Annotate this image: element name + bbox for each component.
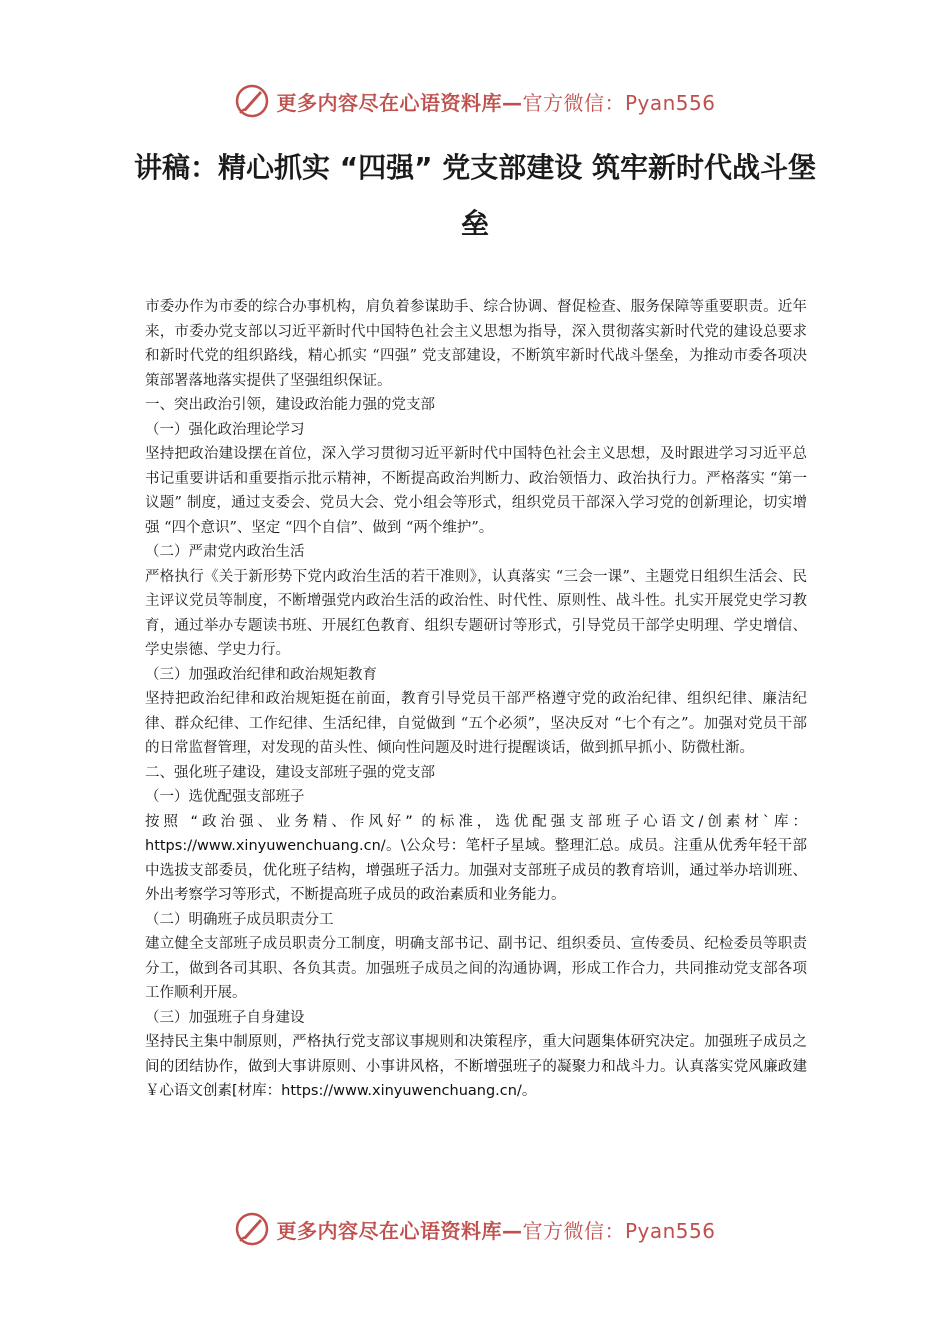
quill-logo-icon (234, 83, 270, 119)
document-body (145, 295, 807, 1104)
quill-logo-icon (234, 1211, 270, 1247)
body-paragraph: 坚持把政治建设摆在首位，深入学习贯彻习近平新时代中国特色社会主义思想，及时跟进学习习近平总书记重要讲话和重要指示批示精神，不断提高政治判断力、政治领悟力、政治执行力。严格落实 “第一议题” 制度，通过支委会、党员大会、党小组会等形式，组织党员干部深入学习党的创新理论，切实增强 “四个意识”、坚定 “四个自信”、做到 “两个维护”。 (145, 446, 807, 536)
section-heading: （二）明确班子成员职责分工 (145, 911, 334, 928)
body-paragraph: 按照 “政治强、业务精、作风好” 的标准，选优配强支部班子心语文/创素材`库：https://www.xinyuwenchuang.cn/。\公众号：笔杆子星域。整理汇总。成员。注重从优秀年轻干部中选拔支部委员，优化班子结构，增强班子活力。加强对支部班子成员的教育培训，通过举办培训班、外出考察学习等形式，不断提高班子成员的政治素质和业务能力。 (145, 813, 807, 903)
body-paragraph: 建立健全支部班子成员职责分工制度，明确支部书记、副书记、组织委员、宣传委员、纪检委员等职责分工，做到各司其职、各负其责。加强班子成员之间的沟通协调，形成工作合力，共同推动党支部各项工作顺利开展。 (145, 936, 807, 1001)
banner-text (276, 1215, 715, 1244)
section-heading: （三）加强班子自身建设 (145, 1009, 305, 1026)
section-heading: （三）加强政治纪律和政治规矩教育 (145, 666, 377, 683)
banner-text (276, 87, 715, 116)
banner-main-text: 更多内容尽在心语资料库— (276, 1218, 523, 1243)
section-heading: （一）选优配强支部班子 (145, 789, 305, 805)
section-heading: 一、突出政治引领，建设政治能力强的党支部 (145, 397, 435, 413)
body-paragraph: 严格执行《关于新形势下党内政治生活的若干准则》，认真落实 “三会一课”、主题党日组织生活会、民主评议党员等制度，不断增强党内政治生活的政治性、时代性、原则性、战斗性。扎实开展党史学习教育，通过举办专题读书班、开展红色教育、组织专题研讨等形式，引导党员干部学史明理、学史增信、学史崇德、学史力行。 (145, 568, 807, 658)
banner-wechat-text: 官方微信：Pyan556 (522, 1218, 716, 1243)
header-banner (0, 78, 950, 124)
footer-banner (0, 1206, 950, 1252)
body-paragraph: 市委办作为市委的综合办事机构，肩负着参谋助手、综合协调、督促检查、服务保障等重要职责。近年来，市委办党支部以习近平新时代中国特色社会主义思想为指导，深入贯彻落实新时代党的建设总要求和新时代党的组织路线，精心抓实 “四强” 党支部建设，不断筑牢新时代战斗堡垒，为推动市委各项决策部署落地落实提供了坚强组织保证。 (145, 299, 807, 389)
banner-main-text: 更多内容尽在心语资料库— (276, 90, 523, 115)
page-title: 讲稿：精心抓实 “四强” 党支部建设 筑牢新时代战斗堡垒 (133, 151, 817, 240)
section-heading: （一）强化政治理论学习 (145, 421, 305, 438)
body-paragraph: 坚持民主集中制原则，严格执行党支部议事规则和决策程序，重大问题集体研究决定。加强班子成员之间的团结协作，做到大事讲原则、小事讲风格，不断增强班子的凝聚力和战斗力。认真落实党风廉政建￥心语文创素[材库：https://www.xinyuwenchuang.cn/。 (145, 1034, 807, 1099)
banner-wechat-text: 官方微信：Pyan556 (522, 90, 716, 115)
body-paragraph: 坚持把政治纪律和政治规矩挺在前面，教育引导党员干部严格遵守党的政治纪律、组织纪律、廉洁纪律、群众纪律、工作纪律、生活纪律，自觉做到 “五个必须”，坚决反对 “七个有之”。加强对党员干部的日常监督管理，对发现的苗头性、倾向性问题及时进行提醒谈话，做到抓早抓小、防微杜渐。 (145, 691, 807, 756)
section-heading: 二、强化班子建设，建设支部班子强的党支部 (145, 764, 435, 781)
section-heading: （二）严肃党内政治生活 (145, 544, 305, 560)
